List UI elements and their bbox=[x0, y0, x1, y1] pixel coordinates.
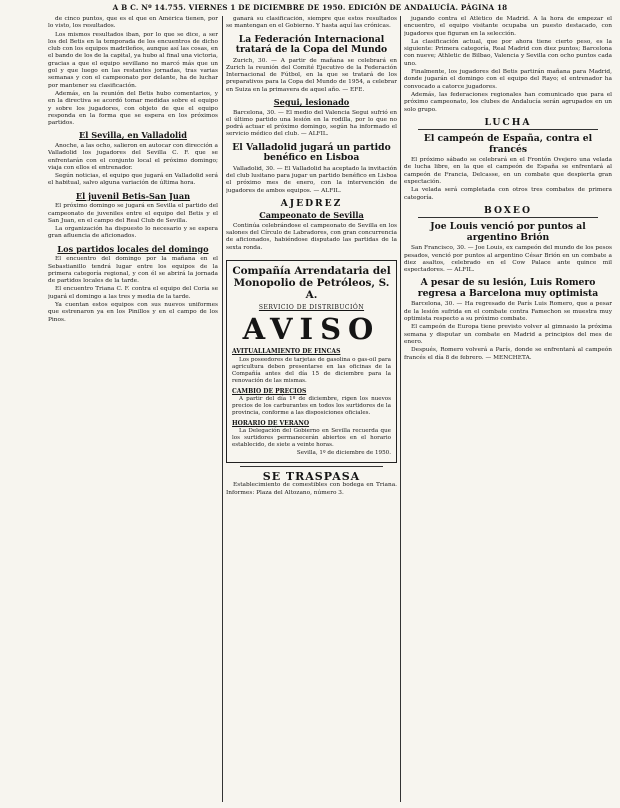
paragraph: El campeón de Europa tiene previsto volver al gimnasio la próxima semana y disputar un combate en Madrid a principios del mes de enero. bbox=[404, 324, 612, 345]
service-label: SERVICIO DE DISTRIBUCIÓN bbox=[258, 303, 365, 311]
company-name: Compañía Arrendataria del Monopolio de Petróleos, S. A. bbox=[232, 264, 391, 301]
paragraph: La clasificación actual, que por ahora tiene cierto peso, es la siguiente: Primera categoría, Real Madrid con diez puntos; Barcelona con nueve; Athletic de Bilbao, Valencia y Sevilla con ocho puntos cada uno. bbox=[404, 38, 612, 67]
divider bbox=[240, 466, 383, 467]
headline-valladolid-lisboa: El Valladolid jugará un partido benéfico en Lisboa bbox=[232, 141, 391, 164]
classified-headline: SE TRASPASA bbox=[262, 470, 361, 484]
headline-joe-louis: Joe Louis venció por puntos al argentino Brión bbox=[430, 221, 586, 243]
notice-date: Sevilla, 1º de diciembre de 1950. bbox=[296, 450, 391, 457]
paragraph: jugando contra el Atlético de Madrid. A la hora de empezar el encuentro, el equipo visitante ocupaba un puesto destacado, con jugadores que figuran en la selección. bbox=[404, 16, 612, 37]
section-boxeo: BOXEO bbox=[484, 204, 532, 216]
paragraph: Anoche, a las ocho, salieron en autocar con dirección a Valladolid los jugadores del Sevilla C. F. que se enfrentarán con el conjunto local el próximo domingo; viaja con ellos el entrenador. bbox=[48, 142, 218, 171]
page-header: A B C. Nº 14.755. VIERNES 1 DE DICIEMBRE DE 1950. EDICIÓN DE ANDALUCÍA. PÁGINA 18 bbox=[112, 3, 508, 12]
aviso-title: AVISO bbox=[242, 312, 381, 347]
paragraph: Zurich, 30. — A partir de mañana se celebrará en Zurich la reunión del Comité Ejecutivo de la Federación Internacional de Fútbol, en la que se tratará de los preparativos para la Copa del Mundo de 1954, a celebrar en Suiza en la primavera de aquel año. — EFE. bbox=[226, 57, 397, 93]
paragraph: Los mismos resultados iban, por lo que se dice, a ser los del Betis en la temporada de los encuentros de dicho club con los equipos madrileños, aunque así las cosas, en el bando de los de la capital, ya hubo al final una victoria, gracias a que el equipo sevillano no marcó más que un gol y que luego en las restantes jornadas, tras varias semanas y con el campeonato por delante, ha de luchar por mantener su clasificación. bbox=[48, 31, 218, 89]
paragraph: de cinco puntos, que es el que en América tienen, por lo visto, los resultados. bbox=[48, 16, 218, 30]
paragraph: A partir del día 1º de diciembre, rigen los nuevos precios de los carburantes en todos los surtidores de la provincia, conforme a las disposiciones oficiales. bbox=[232, 395, 391, 416]
headline-segui: Segui, lesionado bbox=[273, 97, 350, 108]
headline-sevilla-valladolid: El Sevilla, en Valladolid bbox=[79, 130, 187, 141]
paragraph: La organización ha dispuesto lo necesario y se espera gran afluencia de aficionados. bbox=[48, 226, 218, 240]
paragraph: Ya cuentan estos equipos con sus nuevos uniformes que estrenaron ya en los Pinillos y en el campo de los Pinos. bbox=[48, 302, 218, 323]
advertisement-box bbox=[226, 260, 397, 463]
paragraph: El próximo sábado se celebrará en el Frontón Ovejero una velada de lucha libre, en la que el campeón de España se enfrentará al campeón de Francia, Delcasse, en un combate que despierta gran expectación. bbox=[404, 157, 612, 186]
paragraph: Barcelona, 30. — Ha regresado de París Luis Romero, que a pesar de la lesión sufrida en el combate contra Famechon se muestra muy optimista respecto a su próximo combate. bbox=[404, 301, 612, 323]
paragraph: Continúa celebrándose el campeonato de Sevilla en los salones del Círculo de Labradores, con gran concurrencia de aficionados, habiéndose disputado las partidas de la sexta ronda. bbox=[226, 222, 397, 251]
headline-campeon-espana: El campeón de España, contra el francés bbox=[423, 133, 593, 155]
section-ajedrez: AJEDREZ bbox=[280, 197, 343, 209]
paragraph: Los poseedores de tarjetas de gasolina o gas-oil para agricultura deben presentarse en las oficinas de la Compañía antes del día 15 de diciembre para la renovación de las mismas. bbox=[232, 356, 391, 384]
paragraph: Barcelona, 30. — El medio del Valencia Segui sufrió en el último partido una lesión en la rodilla, por lo que no podrá actuar el próximo domingo, según ha informado el servicio médico del club. — ALFIL. bbox=[226, 109, 397, 138]
divider bbox=[418, 217, 598, 218]
column-rule bbox=[400, 16, 401, 802]
column-3 bbox=[404, 16, 612, 804]
paragraph: Según noticias, el equipo que jugará en Valladolid será el habitual, salvo alguna variación de última hora. bbox=[48, 173, 218, 187]
subheading: CAMBIO DE PRECIOS bbox=[232, 387, 307, 395]
subheading: AVITUALLAMIENTO DE FINCAS bbox=[232, 348, 341, 356]
paragraph: Además, en la reunión del Betis hubo comentarios, y en la directiva se acordó tomar medidas sobre el equipo y sobre los jugadores, con objeto de que el equipo responda en la forma que se espera en los próximos partidos. bbox=[48, 90, 218, 127]
paragraph: Valladolid, 30. — El Valladolid ha aceptado la invitación del club lusitano para jugar un partido benéfico en Lisboa el próximo mes de enero, con la intervención de jugadores de ambos equipos. — ALFIL. bbox=[226, 165, 397, 194]
paragraph: Establecimiento de comestibles con bodega en Triana. Informes: Plaza del Altozano, número 3. bbox=[226, 482, 397, 496]
paragraph: El encuentro del domingo por la mañana en el Sebastianillo tendrá lugar entre los equipos de la primera categoría regional, y con él se abrirá la jornada de partidos locales de la tarde. bbox=[48, 256, 218, 285]
divider bbox=[418, 129, 598, 130]
headline-campeonato: Campeonato de Sevilla bbox=[259, 210, 364, 221]
headline-federacion: La Federación Internacional tratará de la Copa del Mundo bbox=[235, 33, 388, 56]
paragraph: ganará su clasificación, siempre que estos resultados se mantengan en el Gobierno. Y hasta aquí las crónicas. bbox=[226, 16, 397, 30]
column-2 bbox=[226, 16, 397, 804]
paragraph: La velada será completada con otros tres combates de primera categoría. bbox=[404, 187, 612, 201]
paragraph: Además, las federaciones regionales han comunicado que para el próximo campeonato, los clubes de Andalucía serán agrupados en un solo grupo. bbox=[404, 91, 612, 113]
headline-partidos-locales: Los partidos locales del domingo bbox=[57, 243, 209, 254]
subheading: HORARIO DE VERANO bbox=[232, 419, 310, 427]
paragraph: San Francisco, 30. — Joe Louis, ex campeón del mundo de los pesos pesados, venció por puntos al argentino César Brión en un combate a diez asaltos, celebrado en el Cow Palace ante quince mil espectadores. — ALFIL. bbox=[404, 245, 612, 274]
paragraph: El encuentro Triana C. F. contra el equipo del Coria se jugará el domingo a las tres y media de la tarde. bbox=[48, 286, 218, 300]
column-rule bbox=[222, 16, 223, 802]
paragraph: Finalmente, los jugadores del Betis partirán mañana para Madrid, donde jugarán el domingo con el equipo del Rayo; el entrenador ha convocado a catorce jugadores. bbox=[404, 69, 612, 90]
paragraph: El próximo domingo se jugará en Sevilla el partido del campeonato de juveniles entre el equipo del Betis y el San Juan, en el campo del Real Club de Sevilla. bbox=[48, 203, 218, 224]
section-lucha: LUCHA bbox=[484, 116, 532, 128]
paragraph: La Delegación del Gobierno en Sevilla recuerda que los surtidores permanecerán abiertos en el horario establecido, de siete a veinte horas. bbox=[232, 428, 391, 449]
column-1 bbox=[48, 16, 218, 804]
headline-luis-romero: A pesar de su lesión, Luis Romero regresa a Barcelona muy optimista bbox=[417, 277, 599, 299]
headline-juvenil: El juvenil Betis-San Juan bbox=[75, 190, 191, 201]
paragraph: Después, Romero volverá a París, donde se enfrentará al campeón francés el día 8 de febrero. — MENCHETA. bbox=[404, 347, 612, 361]
